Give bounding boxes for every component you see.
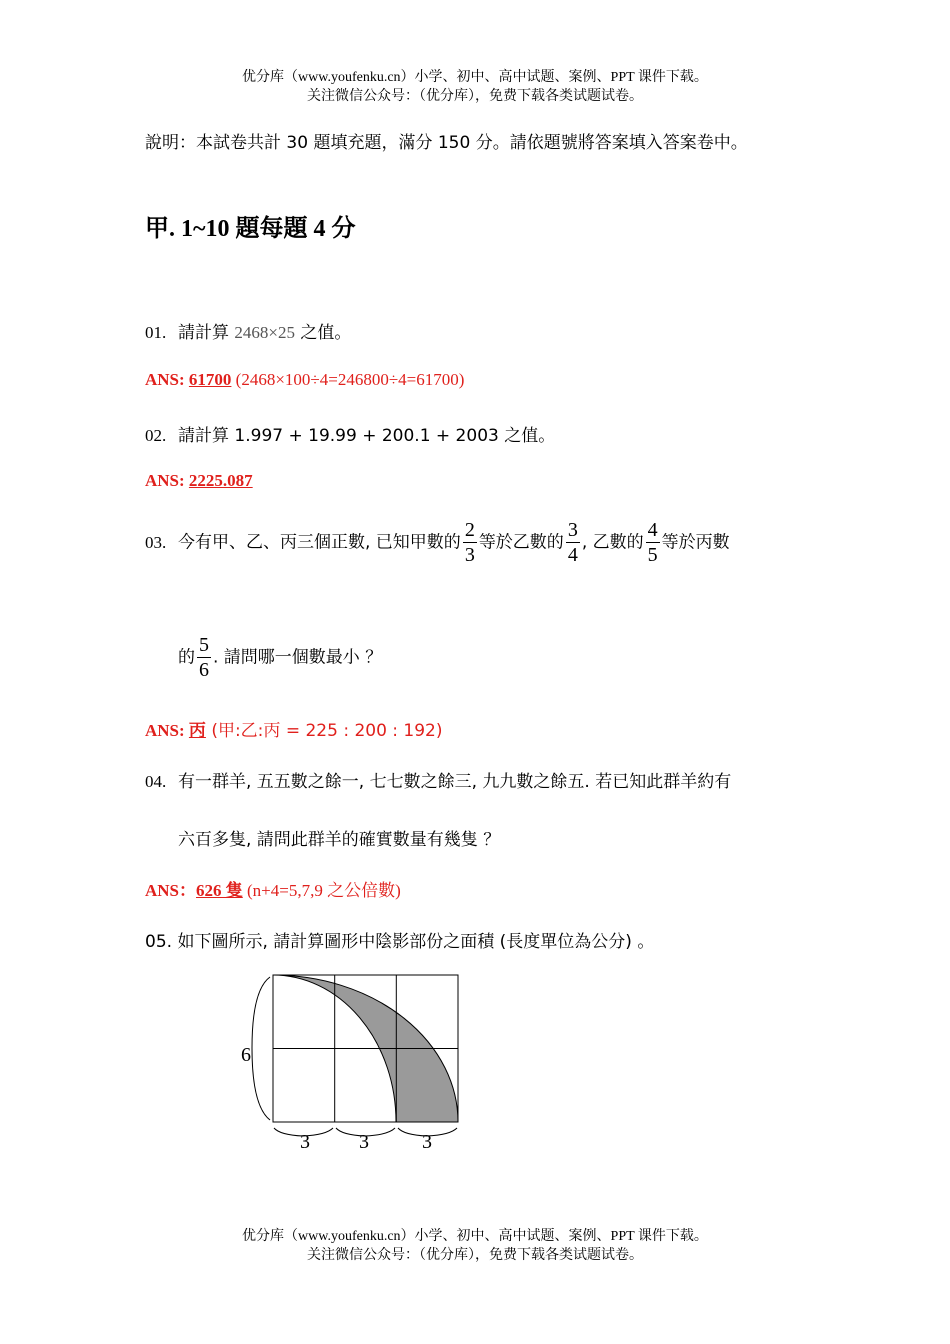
answer-3-note: (甲:乙:丙 = 225 : 200 : 192) (205, 721, 443, 741)
question-2-text: 請計算 1.997 + 19.99 + 200.1 + 2003 之值。 (178, 426, 556, 446)
question-1-expr: 2468×25 (234, 323, 295, 342)
answer-2 (145, 471, 253, 491)
question-1-number: 01. (145, 323, 167, 342)
question-3-part-1: 今有甲、乙、丙三個正數, 已知甲數的 (178, 532, 461, 553)
question-4-line-1 (145, 767, 731, 792)
question-5: 05. 如下圖所示, 請計算圖形中陰影部份之面積 (長度單位為公分) 。 (145, 932, 655, 952)
shaded-area-figure (230, 960, 480, 1160)
question-1-post: 之值。 (295, 323, 352, 343)
question-3-part-3: , 乙數的 (581, 532, 644, 553)
answer-3-value: 丙 (188, 721, 206, 741)
answer-4 (145, 876, 401, 901)
question-3-line-2-post: . 請問哪一個數最小 ？ (213, 647, 383, 668)
question-3-number: 03. (145, 532, 167, 552)
question-4-line-1-text: 有一群羊, 五五數之餘一, 七七數之餘三, 九九數之餘五. 若已知此群羊約有 (178, 772, 732, 792)
answer-4-value: 626 隻 (196, 881, 243, 900)
fraction-5-6: $\frac{5}{6}$ (199, 634, 209, 681)
instructions: 說明：本試卷共計 30 題填充題，滿分 150 分。請依題號將答案填入答案卷中。 (145, 133, 748, 153)
question-3-part-4: 等於丙數 (661, 532, 730, 553)
question-1-pre: 請計算 (178, 323, 235, 343)
question-2 (145, 421, 555, 446)
question-3-line-2 (178, 633, 382, 682)
question-3-line-2-pre: 的 (178, 647, 195, 668)
height-label: 6 (241, 1044, 251, 1066)
width-label-3: 3 (422, 1131, 432, 1153)
header-line-1: 优分库（www.youfenku.cn）小学、初中、高中试题、案例、PPT 课件下载。 (242, 70, 708, 85)
answer-3 (145, 716, 443, 741)
answer-3-label: ANS: (145, 721, 189, 740)
answer-2-label: ANS: (145, 471, 189, 490)
question-4-number: 04. (145, 772, 167, 791)
fraction-2-3: $\frac{2}{3}$ (464, 519, 475, 566)
answer-2-value: 2225.087 (188, 471, 253, 490)
width-label-1: 3 (300, 1131, 310, 1153)
footer-line-2: 关注微信公众号：（优分库），免费下载各类试题试卷。 (307, 1248, 643, 1263)
question-3-line-1 (145, 518, 730, 567)
question-4-line-2: 六百多隻, 請問此群羊的確實數量有幾隻 ？ (178, 830, 501, 850)
fraction-4-5: $\frac{4}{5}$ (647, 519, 658, 566)
fraction-3-4: $\frac{3}{4}$ (567, 519, 578, 566)
question-3-part-2: 等於乙數的 (478, 532, 564, 553)
answer-4-note: (n+4=5,7,9 之公倍數) (242, 881, 401, 900)
width-label-2: 3 (359, 1131, 369, 1153)
answer-1-value: 61700 (188, 370, 232, 389)
question-2-number: 02. (145, 426, 167, 445)
section-title: 甲. 1~10 題每題 4 分 (145, 216, 356, 242)
height-brace (252, 977, 270, 1120)
header-line-2: 关注微信公众号：（优分库），免费下载各类试题试卷。 (307, 89, 643, 104)
answer-1-label: ANS: (145, 370, 189, 389)
answer-1 (145, 370, 464, 390)
question-1 (145, 318, 351, 343)
answer-4-label: ANS： (145, 881, 197, 900)
footer-line-1: 优分库（www.youfenku.cn）小学、初中、高中试题、案例、PPT 课件下载。 (242, 1229, 708, 1244)
answer-1-note: (2468×100÷4=246800÷4=61700) (231, 370, 465, 389)
